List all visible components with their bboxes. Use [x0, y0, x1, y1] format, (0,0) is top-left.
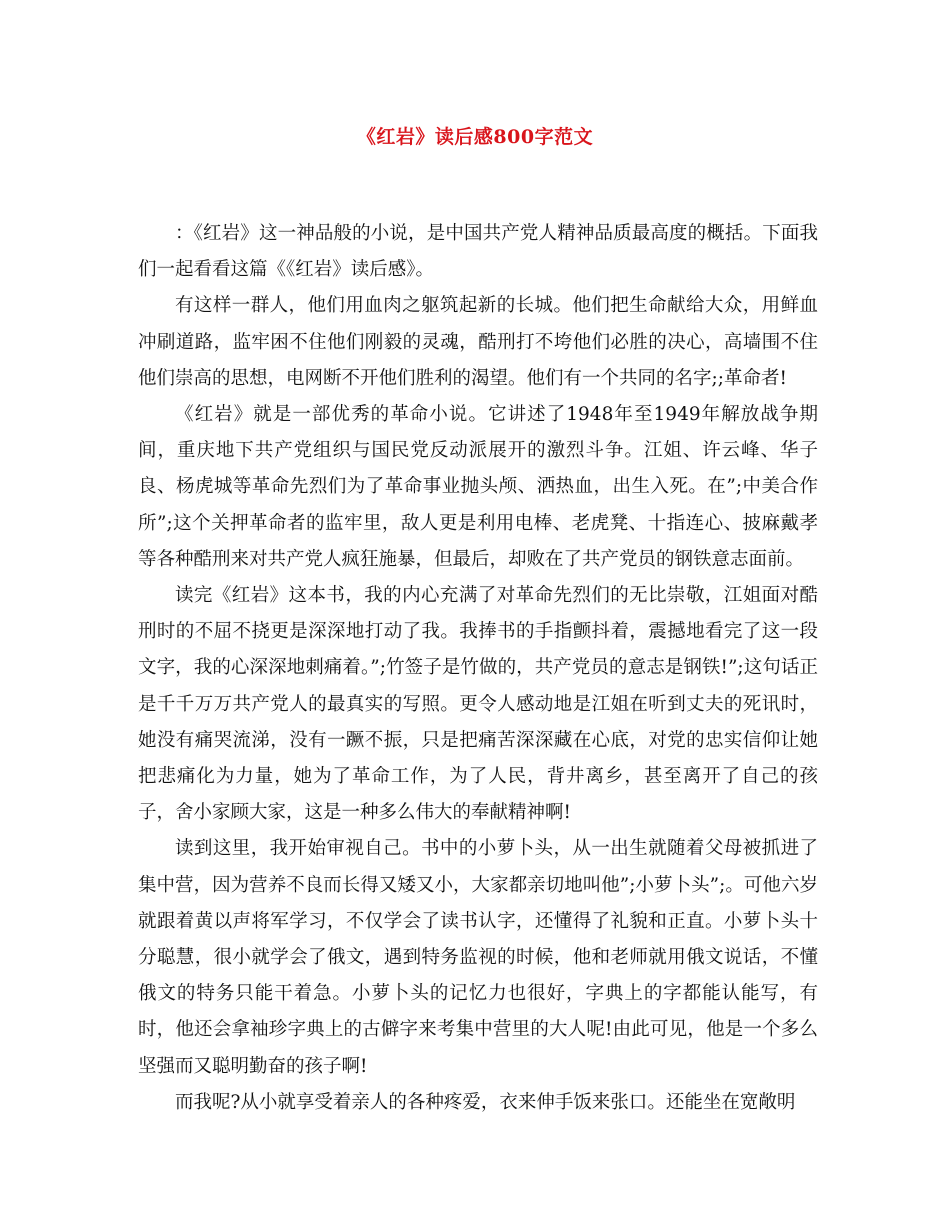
paragraph-5: 读到这里，我开始审视自己。书中的小萝卜头，从一出生就随着父母被抓进了集中营，因为营养不良而长得又矮又小，大家都亲切地叫他”;小萝卜头”;。可他六岁就跟着黄以声将军学习，不仅学会了读书认字，还懂得了礼貌和正直。小萝卜头十分聪慧，很小就学会了俄文，遇到特务监视的时候，他和老师就用俄文说话，不懂俄文的特务只能干着急。小萝卜头的记忆力也很好，字典上的字都能认能写，有时，他还会拿袖珍字典上的古僻字来考集中营里的大人呢!由此可见，他是一个多么坚强而又聪明勤奋的孩子啊!: [138, 838, 818, 1077]
document-title: 《红岩》读后感800字范文: [356, 126, 594, 148]
paragraph-2: 有这样一群人，他们用血肉之躯筑起新的长城。他们把生命献给大众，用鲜血冲刷道路，监牢困不住他们刚毅的灵魂，酷刑打不垮他们必胜的决心，高墙围不住他们崇高的思想，电网断不开他们胜利的渴望。他们有一个共同的名字;;革命者!: [138, 295, 818, 389]
document-body: [138, 216, 818, 1121]
paragraph-3: 《红岩》就是一部优秀的革命小说。它讲述了1948年至1949年解放战争期间，重庆地下共产党组织与国民党反动派展开的激烈斗争。江姐、许云峰、华子良、杨虎城等革命先烈们为了革命事业抛头颅、洒热血，出生入死。在”;中美合作所”;这个关押革命者的监牢里，敌人更是利用电棒、老虎凳、十指连心、披麻戴孝等各种酷刑来对共产党人疯狂施暴，但最后，却败在了共产党员的钢铁意志面前。: [138, 404, 818, 570]
paragraph-intro: ：《红岩》这一神品般的小说，是中国共产党人精神品质最高度的概括。下面我们一起看看这篇《《红岩》读后感》。: [138, 223, 818, 281]
paragraph-4: 读完《红岩》这本书，我的内心充满了对革命先烈们的无比崇敬，江姐面对酷刑时的不屈不挠更是深深地打动了我。我捧书的手指颤抖着，震撼地看完了这一段文字，我的心深深地刺痛着。”;竹签子是竹做的，共产党员的意志是钢铁!”;这句话正是千千万万共产党人的最真实的写照。更令人感动地是江姐在听到丈夫的死讯时，她没有痛哭流涕，没有一蹶不振，只是把痛苦深深藏在心底，对党的忠实信仰让她把悲痛化为力量，她为了革命工作，为了人民，背井离乡，甚至离开了自己的孩子，舍小家顾大家，这是一种多么伟大的奉献精神啊!: [138, 585, 818, 824]
paragraph-6: 而我呢?从小就享受着亲人的各种疼爱，衣来伸手饭来张口。还能坐在宽敞明: [175, 1091, 796, 1113]
